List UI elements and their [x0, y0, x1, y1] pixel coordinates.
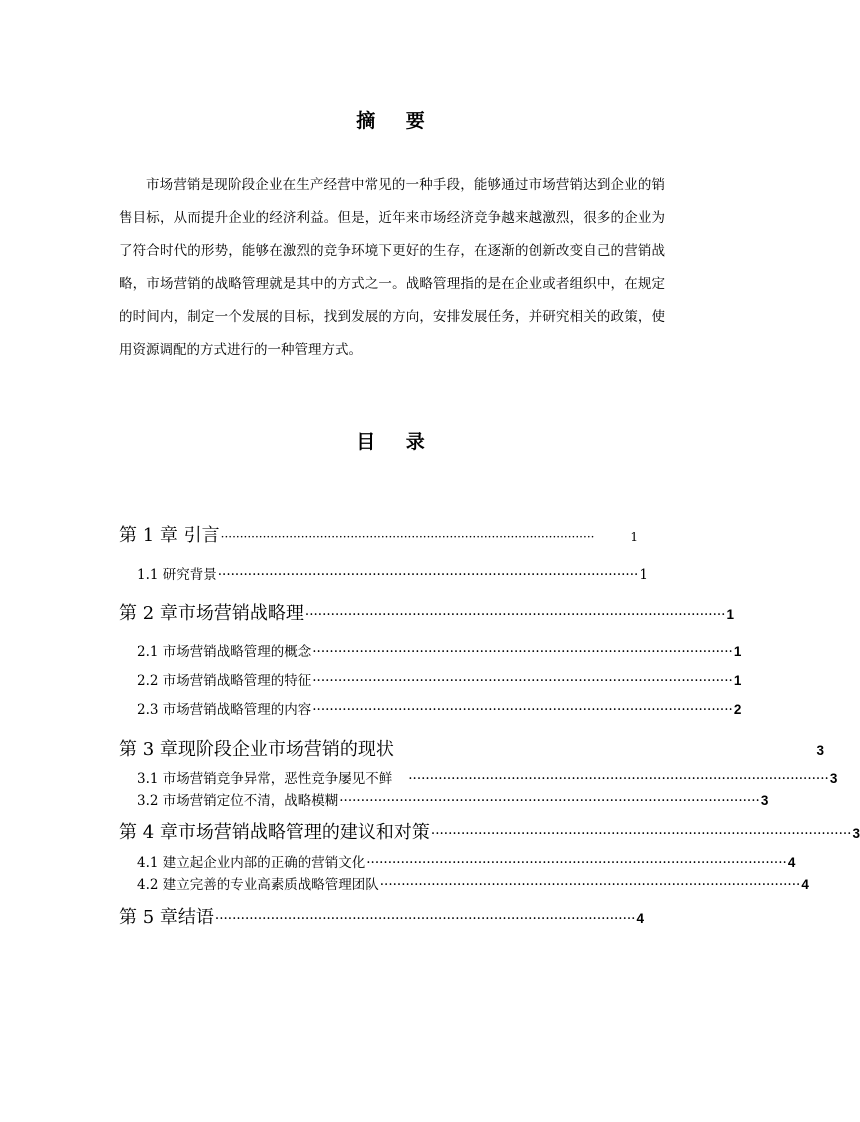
toc-entry-2-3[interactable]	[137, 698, 742, 718]
toc-page: 3	[852, 826, 860, 841]
toc-title: 目 录	[356, 431, 437, 453]
toc-label: 2.1 市场营销战略管理的概念	[137, 644, 312, 660]
toc-label: 第 2 章市场营销战略理	[119, 603, 304, 624]
toc-leader: ··································································································	[366, 855, 787, 871]
toc-entry-3-1[interactable]	[137, 767, 838, 787]
toc-page: 1	[726, 607, 734, 622]
toc-leader	[395, 743, 816, 759]
toc-entry-1-1[interactable]	[137, 563, 648, 583]
toc-leader: ··································································································	[339, 793, 760, 809]
toc-entry-4-1[interactable]	[137, 851, 796, 871]
toc-entry-4-2[interactable]	[137, 873, 809, 893]
toc-entry-ch2[interactable]	[119, 599, 734, 625]
toc-leader: ··································································································	[214, 911, 636, 927]
toc-leader: ··································································································	[312, 702, 733, 718]
toc-page: 2	[733, 702, 742, 717]
toc-entry-ch1[interactable]	[119, 521, 638, 547]
toc-entry-ch5[interactable]	[119, 903, 644, 929]
toc-label: 4.1 建立起企业内部的正确的营销文化	[137, 855, 366, 871]
toc-label: 第 5 章结语	[119, 907, 214, 928]
toc-page: 1	[733, 644, 742, 659]
toc-page: 3	[816, 743, 824, 758]
toc-entry-3-2[interactable]	[137, 789, 769, 809]
toc-page: 1	[630, 530, 638, 544]
abstract-text: 市场营销是现阶段企业在生产经营中常见的一种手段，能够通过市场营销达到企业的销售目标，从而提升企业的经济利益。但是，近年来市场经济竞争越来越激烈，很多的企业为了符合时代的形势，能够在激烈的竞争环境下更好的生存，在逐渐的创新改变自己的营销战略，市场营销的战略管理就是其中的方式之一。战略管理指的是在企业或者组织中，在规定的时间内，制定一个发展的目标，找到发展的方向，安排发展任务，并研究相关的政策，使用资源调配的方式进行的一种管理方式。	[119, 177, 665, 358]
toc-page: 4	[636, 911, 644, 926]
toc-leader: ··································································································	[408, 771, 829, 787]
toc-leader: ··································································································	[220, 530, 595, 544]
toc-page: 1	[733, 673, 742, 688]
toc-page: 4	[801, 877, 809, 892]
toc-label: 3.2 市场营销定位不清，战略模糊	[137, 793, 339, 809]
toc-page: 1	[639, 567, 648, 583]
toc-leader: ··································································································	[217, 567, 639, 583]
toc-page: 3	[829, 771, 838, 786]
toc-page: 3	[760, 793, 769, 808]
abstract-title: 摘 要	[356, 110, 437, 132]
toc-entry-2-1[interactable]	[137, 640, 742, 660]
toc-leader: ··································································································	[312, 644, 733, 660]
toc-label: 第 4 章市场营销战略管理的建议和对策	[119, 822, 430, 843]
abstract-body	[119, 169, 665, 367]
toc-leader: ··································································································	[312, 673, 733, 689]
toc-entry-2-2[interactable]	[137, 669, 742, 689]
toc-label: 4.2 建立完善的专业高素质战略管理团队	[137, 877, 379, 893]
toc-page: 4	[787, 855, 796, 870]
toc-label: 2.3 市场营销战略管理的内容	[137, 702, 312, 718]
toc-label: 3.1 市场营销竞争异常，恶性竞争屡见不鲜	[137, 771, 393, 787]
toc-leader: ··································································································	[379, 877, 801, 893]
toc-label: 第 1 章 引言	[119, 525, 220, 546]
toc-entry-ch3[interactable]	[119, 735, 824, 761]
toc-label: 第 3 章现阶段企业市场营销的现状	[119, 739, 394, 760]
toc-entry-ch4[interactable]	[119, 818, 860, 844]
toc-label: 2.2 市场营销战略管理的特征	[137, 673, 312, 689]
toc-leader: ··································································································	[430, 826, 852, 842]
toc-leader: ··································································································	[304, 607, 726, 623]
toc-label: 1.1 研究背景	[137, 567, 217, 583]
